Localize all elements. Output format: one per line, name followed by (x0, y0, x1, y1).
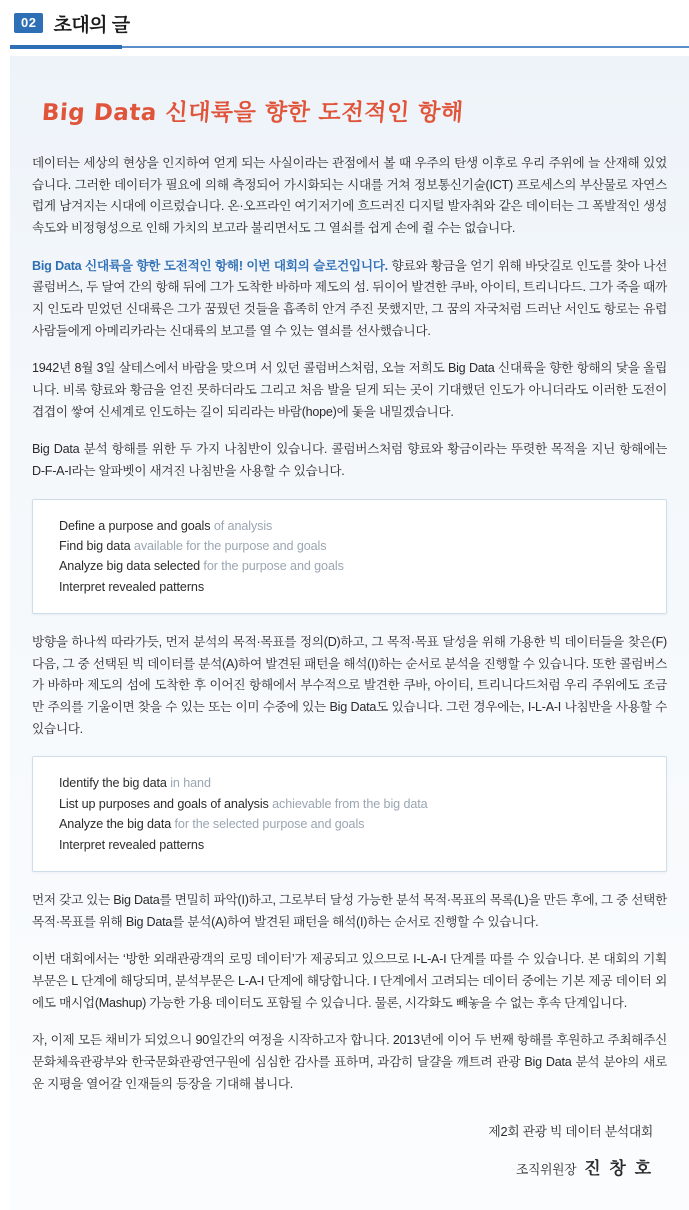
callout-dfai-line-4-strong: Interpret revealed patterns (59, 579, 205, 594)
document-title: Big Data 신대륙을 향한 도전적인 항해 (40, 100, 465, 126)
callout-ilai-line-2-rest: achievable from the big data (268, 796, 428, 811)
callout-ilai-line-4-strong: Interpret revealed patterns (59, 837, 205, 852)
paragraph-1: 데이터는 세상의 현상을 인지하여 얻게 되는 사실이라는 관점에서 볼 때 우주의 탄생 이후로 우리 주위에 늘 산재해 있었습니다. 그러한 데이터가 필요에 의해 측정되어 가시화되는 시대를 거쳐 정보통신기술(ICT) 프로세스의 부산물로 자연스럽게 남겨지는 시대에 이르렀습니다. 온·오프라인 여기저기에 흐드러진 디지털 발자취와 같은 데이터는 그 폭발적인 생성 속도와 비정형성으로 인해 가치의 보고라 불리면서도 그 열쇠를 쉽게 손에 쥘 수는 없습니다. (32, 156, 667, 235)
callout-ilai-line-2-strong: List up purposes and goals of analysis (59, 796, 269, 811)
callout-ilai-line-3-rest: for the selected purpose and goals (171, 817, 365, 832)
callout-dfai-line-1-strong: Define a purpose and goals (59, 518, 211, 533)
chapter-number-badge: 02 (14, 13, 43, 33)
paragraph-4: Big Data 분석 항해를 위한 두 가지 나침반이 있습니다. 콜럼버스처럼 향료와 황금이라는 뚜렷한 목적을 지닌 항해에는 D-F-A-I라는 알파벳이 새겨진 나침반을 사용할 수 있습니다. (32, 442, 667, 478)
callout-dfai-line-1 (59, 516, 646, 536)
callout-dfai (32, 499, 667, 615)
paragraph-2-body: 향료와 황금을 얻기 위해 바닷길로 인도를 찾아 나선 콜럼버스, 두 달여 간의 항해 뒤에 그가 도착한 바하마 제도의 섬. 뒤이어 발견한 쿠바, 아이티, 트리니다드. 그가 죽을 때까지 인도라 믿었던 신대륙은 그가 꿈꿨던 것들을 흡족히 안겨 주진 못했지만, 그 꿈의 자국처럼 드러난 서인도 항로는 유럽 사람들에게 아메리카라는 신대륙의 보고를 열 수 있는 열쇠를 선사했습니다. (32, 258, 668, 338)
callout-dfai-line-2 (59, 536, 646, 556)
callout-ilai-line-2 (59, 794, 646, 814)
callout-ilai-line-3 (59, 814, 646, 834)
callout-dfai-line-3-rest: for the purpose and goals (200, 559, 344, 574)
paragraph-8: 자, 이제 모든 채비가 되었으니 90일간의 여정을 시작하고자 합니다. 2013년에 이어 두 번째 항해를 후원하고 주최해주신 문화체육관광부와 한국문화관광연구원에 심심한 감사를 표하며, 과감히 달걀을 깨트려 관광 Big Data 분석 분야의 새로운 지평을 열어갈 인재들의 등장을 기대해 봅니다. (32, 1033, 667, 1091)
signature-name: 진 창 호 (584, 1159, 653, 1179)
callout-dfai-line-2-rest: available for the purpose and goals (130, 538, 327, 553)
callout-ilai-line-1-strong: Identify the big data (59, 776, 167, 791)
callout-dfai-line-2-strong: Find big data (59, 538, 131, 553)
page-header (0, 0, 689, 56)
callout-ilai-line-3-strong: Analyze the big data (59, 817, 172, 832)
callout-dfai-line-4 (59, 577, 646, 597)
paragraph-6: 먼저 갖고 있는 Big Data를 면밀히 파악(I)하고, 그로부터 달성 가능한 분석 목적·목표의 목록(L)을 만든 후에, 그 중 선택한 목적·목표를 위해 Big Data를 분석(A)하여 발견된 패턴을 해석(I)하는 순서로 진행할 수 있습니다. (32, 892, 667, 929)
chapter-title: 초대의 글 (53, 14, 130, 36)
callout-dfai-line-3-strong: Analyze big data selected (59, 559, 201, 574)
callout-ilai-line-1 (59, 773, 646, 793)
callout-dfai-line-1-rest: of analysis (210, 518, 273, 533)
signature-block (32, 1121, 667, 1179)
callout-ilai (32, 756, 667, 872)
signature-name-row (32, 1154, 653, 1179)
signature-organization: 제2회 관광 빅 데이터 분석대회 (488, 1124, 653, 1140)
callout-dfai-line-3 (59, 556, 646, 576)
paragraph-3: 1942년 8월 3일 살테스에서 바람을 맞으며 서 있던 콜럼버스처럼, 오늘 저희도 Big Data 신대륙을 향한 항해의 닻을 올립니다. 비록 향료와 황금을 얻진 못하더라도 그리고 처음 발을 딛게 되는 곳이 기대했던 인도가 아니더라도 이러한 도전이 겹겹이 쌓여 신세계로 인도하는 길이 되리라는 바람(hope)에 돛을 내밀겠습니다. (32, 361, 667, 419)
header-inner (10, 0, 689, 46)
paragraph-2 (32, 256, 667, 343)
signature-role: 조직위원장 (515, 1162, 577, 1178)
callout-ilai-line-1-rest: in hand (166, 776, 211, 791)
content-panel (10, 56, 689, 1210)
header-divider-accent (10, 45, 122, 49)
paragraph-2-lead: Big Data 신대륙을 향한 도전적인 항해! 이번 대회의 슬로건입니다. (32, 258, 388, 273)
paragraph-7: 이번 대회에서는 ‘방한 외래관광객의 로밍 데이터’가 제공되고 있으므로 I-L-A-I 단계를 따를 수 있습니다. 본 대회의 기획부문은 L 단계에 해당되며, 분석부문은 L-A-I 단계에 해당합니다. I 단계에서 고려되는 데이터 중에는 기본 제공 데이터 외에도 매시업(Mashup) 가능한 가용 데이터도 포함될 수 있습니다. 물론, 시각화도 빼놓을 수 없는 후속 단계입니다. (32, 952, 667, 1010)
paragraph-5: 방향을 하나씩 따라가듯, 먼저 분석의 목적·목표를 정의(D)하고, 그 목적·목표 달성을 위해 가용한 빅 데이터들을 찾은(F) 다음, 그 중 선택된 빅 데이터를 분석(A)하여 발견된 패턴을 해석(I)하는 순서로 분석을 진행할 수 있습니다. 또한 콜럼버스가 바하마 제도의 섬에 도착한 후 이어진 항해에서 부수적으로 발견한 쿠바, 아이티, 트리니다드처럼 우리 주위에도 조금만 주의를 기울이면 찾을 수 있는 또는 이미 수중에 있는 Big Data도 있습니다. 그런 경우에는, I-L-A-I 나침반을 사용할 수 있습니다. (32, 635, 667, 736)
callout-ilai-line-4 (59, 835, 646, 855)
